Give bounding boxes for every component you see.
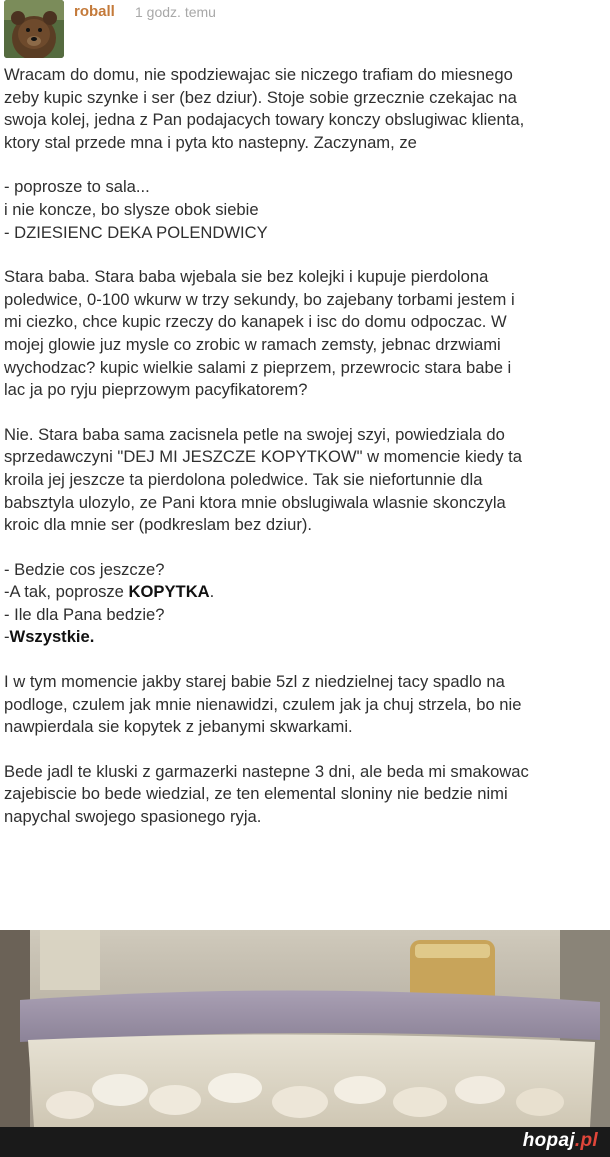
- text-line: - DZIESIENC DEKA POLENDWICY: [4, 222, 268, 242]
- text-line: kroila jej jeszcze ta pierdolona poledwice. Tak sie niefortunnie dla: [4, 469, 483, 489]
- text-line: I w tym momencie jakby starej babie 5zl z niedzielnej tacy spadlo na: [4, 672, 505, 692]
- text-line: Stara baba. Stara baba wjebala sie bez kolejki i kupuje pierdolona: [4, 267, 489, 287]
- text-line: Wracam do domu, nie spodziewajac sie niczego trafiam do miesnego: [4, 65, 513, 84]
- text-line: lac ja po ryju pieprzowym pacyfikatorem?: [4, 380, 308, 400]
- text-line: sprzedawczyni "DEJ MI JESZCZE KOPYTKOW" w momencie kiedy ta: [4, 447, 523, 467]
- text-line: ktory stal przede mna i pyta kto nastepny. Zaczynam, ze: [4, 132, 417, 152]
- text-line: zajebiscie bo bede wiedzial, ze ten elemental sloniny nie bedzie nimi: [4, 784, 508, 804]
- text-line: podloge, czulem jak mnie nienawidzi, czulem jak ja chuj strzela, bo nie: [4, 694, 522, 714]
- text-line: kroic dla mnie ser (podkreslam bez dziur).: [4, 515, 313, 535]
- dialogue-line: [4, 581, 610, 604]
- post-header: [0, 0, 610, 62]
- text-line: - poprosze to sala...: [4, 177, 150, 197]
- paragraph: [4, 176, 610, 244]
- text-line: nawpierdala sie kopytek z jebanymi skwarkami.: [4, 717, 353, 737]
- post-timestamp: 1 godz. temu: [135, 4, 216, 20]
- dialogue-bold-text: KOPYTKA: [128, 582, 210, 602]
- paragraph: [4, 424, 610, 537]
- logo-text: hopaj: [522, 1130, 575, 1151]
- paragraph: [4, 64, 610, 154]
- text-line: - Bedzie cos jeszcze?: [4, 559, 165, 579]
- text-line: swoja kolej, jedna z Pan podajacych towary konczy obslugiwac klienta,: [4, 110, 525, 130]
- logo-tld: .pl: [574, 1130, 598, 1151]
- text-line: wychodzac? kupic wielkie salami z pieprzem, przewrocic stara babe i: [4, 357, 512, 377]
- site-logo[interactable]: [523, 1130, 598, 1152]
- post-body: [4, 64, 610, 829]
- watermark-bar: [0, 1127, 610, 1157]
- dialogue-text: .: [209, 582, 215, 602]
- paragraph: [4, 671, 610, 739]
- dialogue: [4, 559, 610, 649]
- dialogue-bold-text: Wszystkie.: [9, 627, 95, 647]
- food-container-image: [0, 930, 610, 1127]
- text-line: - Ile dla Pana bedzie?: [4, 604, 165, 624]
- dialogue-text: -A tak, poprosze: [4, 582, 129, 602]
- author-name[interactable]: roball: [74, 3, 115, 20]
- dialogue-text: -: [4, 627, 10, 647]
- avatar[interactable]: [4, 0, 64, 58]
- dialogue-line: [4, 626, 610, 649]
- text-line: zeby kupic szynke i ser (bez dziur). Stoje sobie grzecznie czekajac na: [4, 87, 517, 107]
- text-line: poledwice, 0-100 wkurw w trzy sekundy, bo zajebany torbami jestem i: [4, 289, 515, 309]
- text-line: Bede jadl te kluski z garmazerki nastepne 3 dni, ale beda mi smakowac: [4, 761, 529, 781]
- paragraph: [4, 761, 610, 829]
- text-line: Nie. Stara baba sama zacisnela petle na swojej szyi, powiedziala do: [4, 424, 505, 444]
- text-line: napychal swojego spasionego ryja.: [4, 807, 262, 827]
- paragraph: [4, 266, 610, 402]
- text-line: babsztyla ulozylo, ze Pani ktora mnie obslugiwala wlasnie skonczyla: [4, 492, 506, 512]
- dumplings-photo: [0, 930, 610, 1127]
- text-line: mi ciezko, chce kupic rzeczy do kanapek i isc do domu odpoczac. W: [4, 312, 507, 332]
- text-line: mojej glowie juz mysle co zrobic w ramach zemsty, jebnac drzwiami: [4, 334, 501, 354]
- bear-avatar-icon: [4, 0, 64, 58]
- text-line: i nie koncze, bo slysze obok siebie: [4, 199, 259, 219]
